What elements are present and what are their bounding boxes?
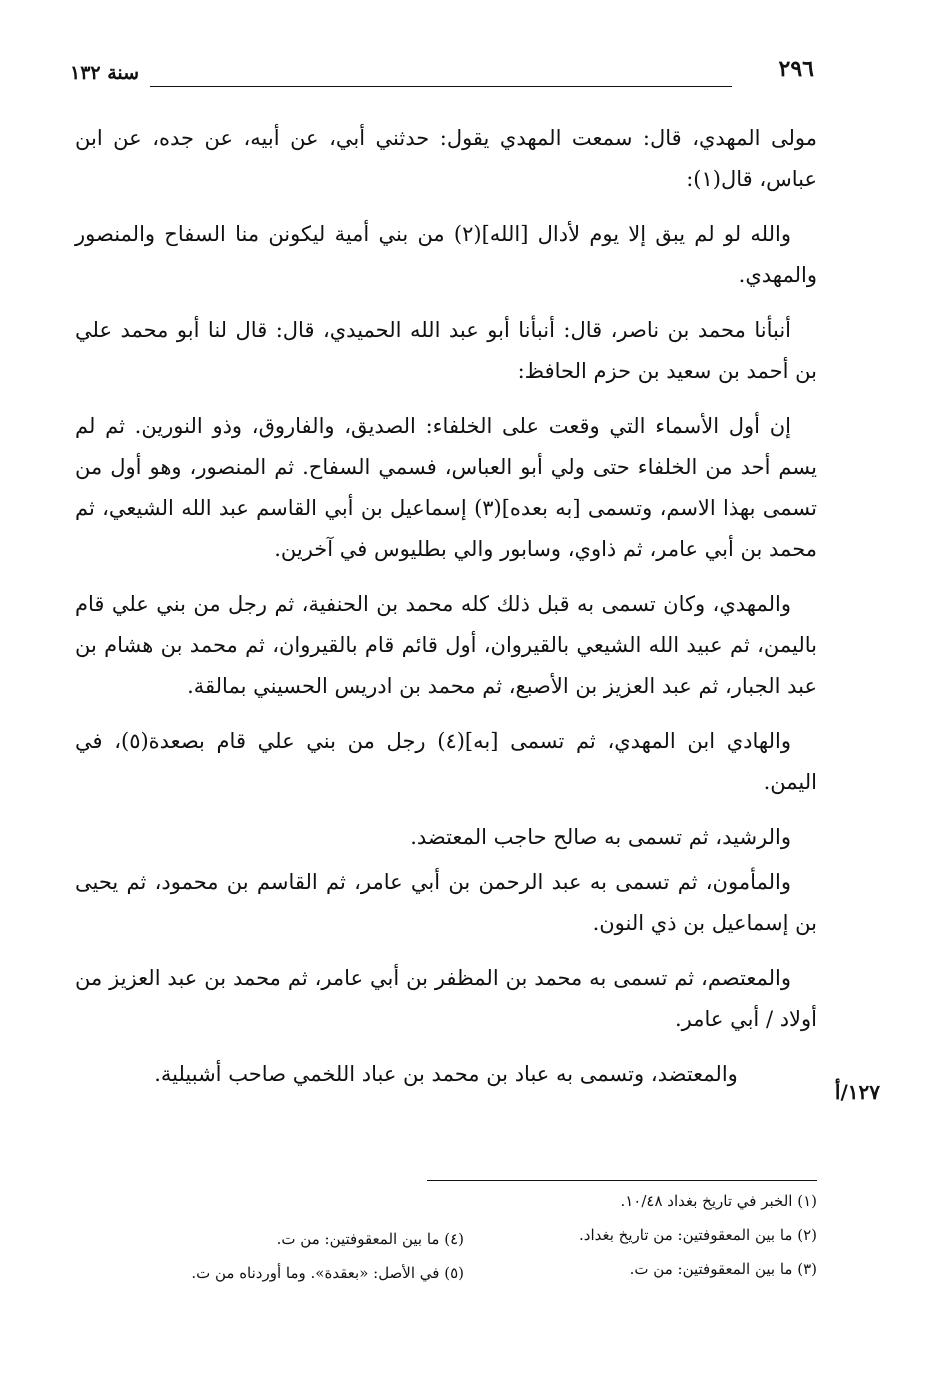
footnote: (١) الخبر في تاريخ بغداد ١٠/٤٨.: [620, 1192, 817, 1210]
footnote: (٤) ما بين المعقوفتين: من ت.: [276, 1230, 464, 1248]
paragraph: والهادي ابن المهدي، ثم تسمى [به](٤) رجل من بني علي قام بصعدة(٥)، في اليمن.: [75, 729, 817, 794]
paragraph: والمأمون، ثم تسمى به عبد الرحمن بن أبي عامر، ثم القاسم بن محمود، ثم يحيى بن إسماعيل بن ذي النون.: [75, 870, 817, 935]
footnote: (٣) ما بين المعقوفتين: من ت.: [629, 1260, 817, 1278]
paragraph: والمعتضد، وتسمى به عباد بن محمد بن عباد اللخمي صاحب أشبيلية.: [154, 1062, 738, 1086]
manuscript-folio-marker: ١٢٧/أ: [834, 1080, 880, 1104]
paragraph: والمهدي، وكان تسمى به قبل ذلك كله محمد بن الحنفية، ثم رجل من بني علي قام باليمن، ثم عبيد الله الشيعي بالقيروان، أول قائم قام بالقيروان، ثم محمد بن هشام بن عبد الجبار، ثم عبد العزيز بن الأصبع، ثم محمد بن ادريس الحسيني بمالقة.: [75, 592, 817, 698]
paragraph: والرشيد، ثم تسمى به صالح حاجب المعتضد.: [410, 825, 791, 849]
paragraph: أنبأنا محمد بن ناصر، قال: أنبأنا أبو عبد الله الحميدي، قال: قال لنا أبو محمد علي بن أحمد بن سعيد بن حزم الحافظ:: [75, 318, 817, 383]
running-header-year: سنة ١٣٢: [70, 62, 140, 84]
header-rule: [150, 86, 732, 87]
main-text: [75, 118, 817, 1109]
page-number: ٢٩٦: [778, 56, 814, 82]
paragraph: مولى المهدي، قال: سمعت المهدي يقول: حدثني أبي، عن أبيه، عن جده، عن ابن عباس، قال(١):: [75, 126, 817, 191]
footnote: (٢) ما بين المعقوفتين: من تاريخ بغداد.: [579, 1226, 817, 1244]
paragraph: إن أول الأسماء التي وقعت على الخلفاء: الصديق، والفاروق، وذو النورين. ثم لم يسم أحد من الخلفاء حتى ولي أبو العباس، فسمي السفاح. ثم المنصور، وهو أول من تسمى بهذا الاسم، وتسمى [به بعده](٣) إسماعيل بن أبي القاسم عبد الله الشيعي، ثم محمد بن أبي عامر، ثم ذاوي، وسابور والي بطليوس في آخرين.: [75, 414, 817, 561]
paragraph: والله لو لم يبق إلا يوم لأدال [الله](٢) من بني أمية ليكونن منا السفاح والمنصور والمهدي.: [75, 222, 817, 287]
footnote: (٥) في الأصل: «بعقدة». وما أوردناه من ت.: [191, 1264, 464, 1282]
footnote-rule: [427, 1180, 817, 1181]
paragraph: والمعتصم، ثم تسمى به محمد بن المظفر بن أبي عامر، ثم محمد بن عبد العزيز من أولاد / أبي عامر.: [75, 966, 817, 1031]
